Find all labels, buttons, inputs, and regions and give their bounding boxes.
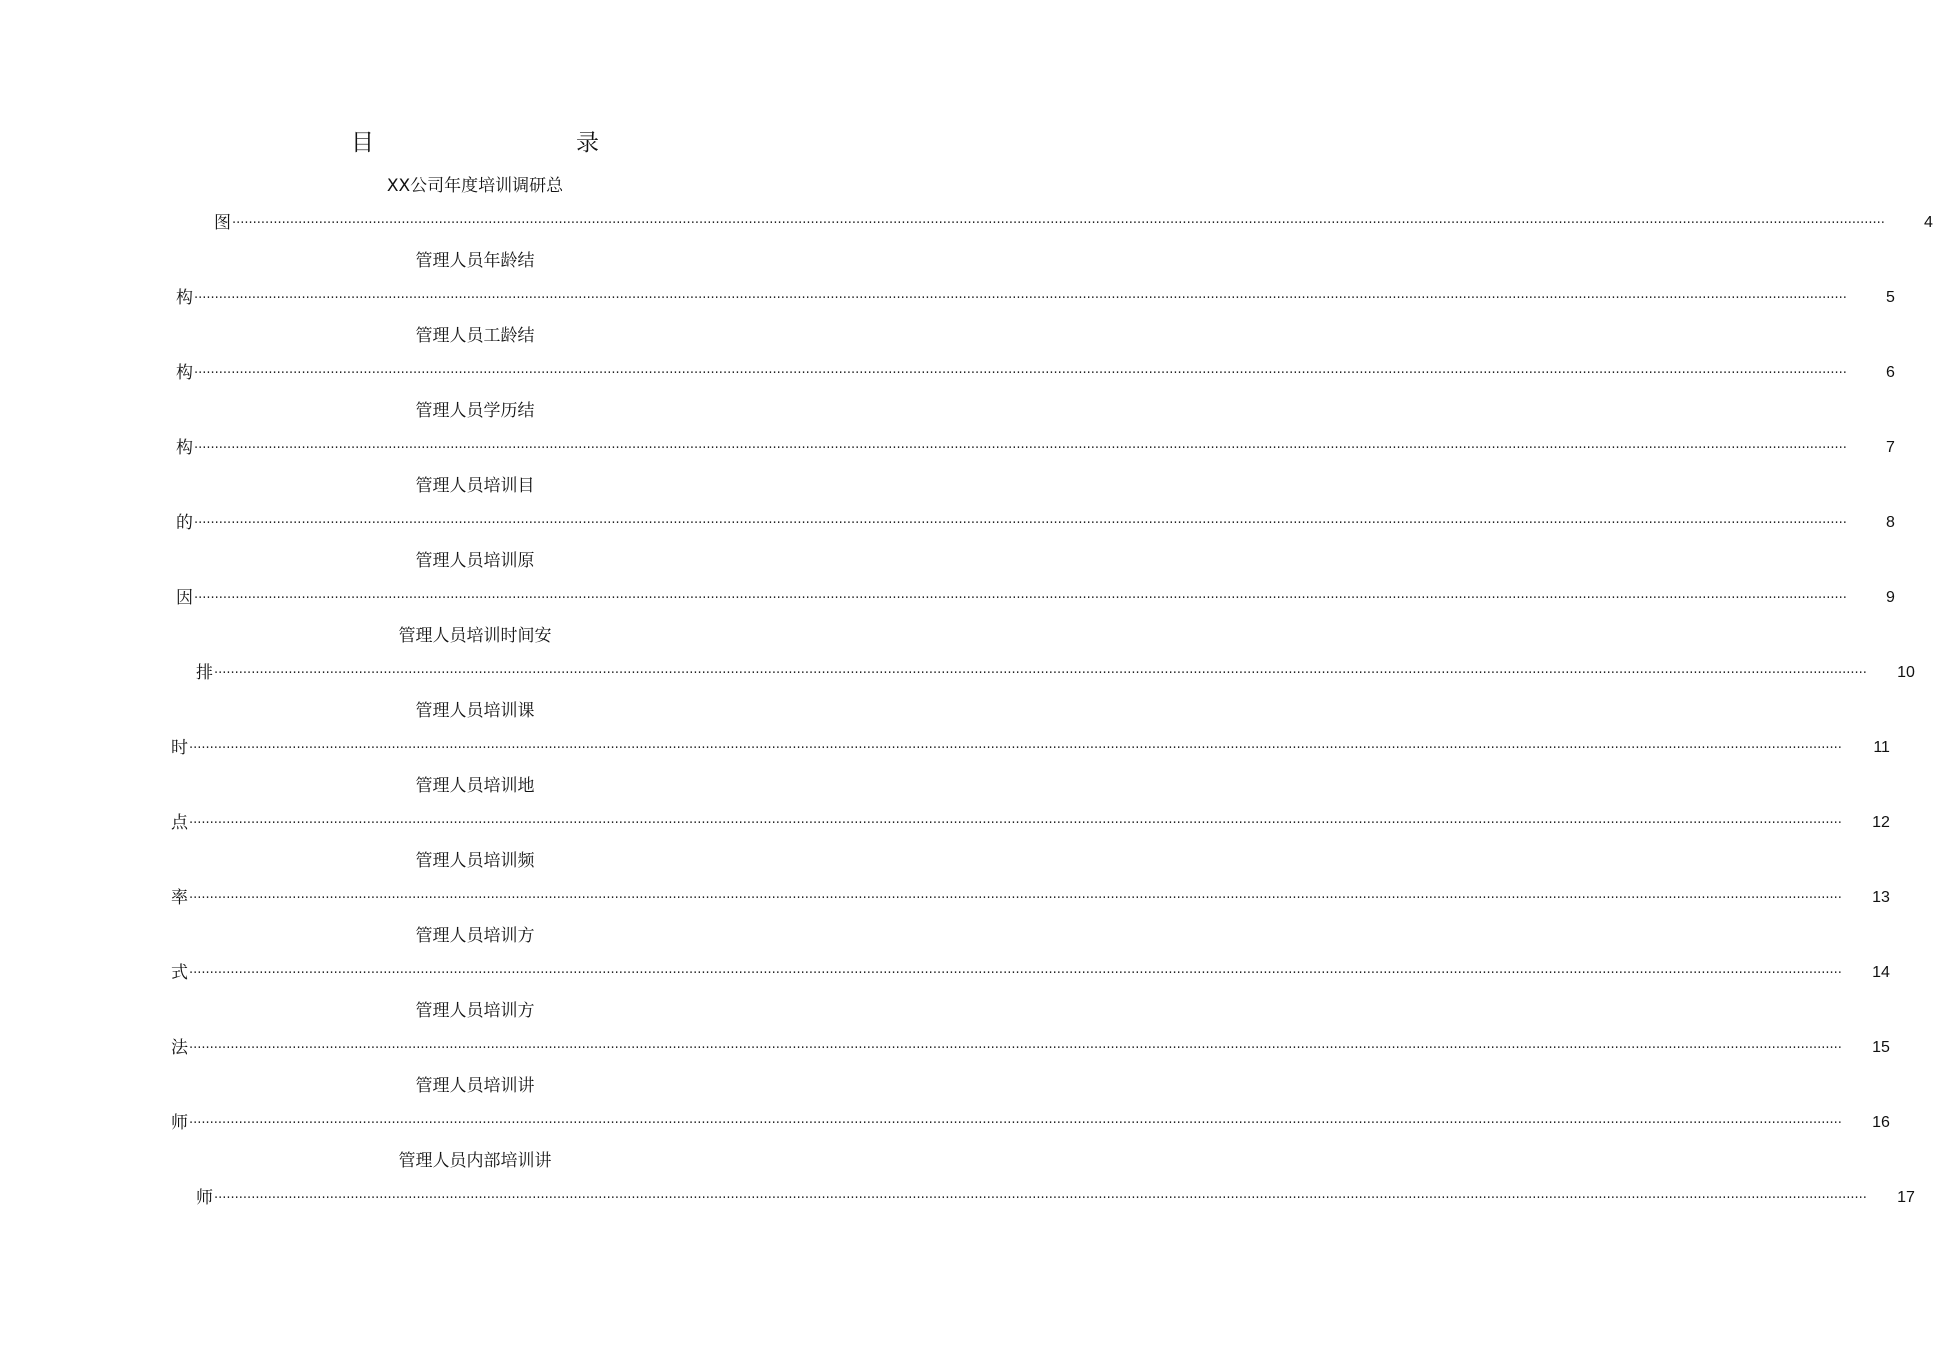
toc-entry-heading: 管理人员学历结 bbox=[415, 401, 535, 421]
toc-entry-tail-text: 排 bbox=[196, 663, 213, 683]
toc-entry-leader-row bbox=[176, 287, 1895, 309]
toc-entry[interactable] bbox=[0, 550, 1895, 625]
toc-entry-tail-text: 构 bbox=[176, 288, 193, 308]
toc-page-number: 7 bbox=[1886, 439, 1895, 456]
toc-entry[interactable] bbox=[0, 925, 1890, 1000]
toc-page-number: 10 bbox=[1897, 664, 1915, 681]
toc-entry-heading: 管理人员工龄结 bbox=[415, 326, 535, 346]
toc-page-number: 16 bbox=[1872, 1114, 1890, 1131]
toc-entry-leader-row bbox=[176, 512, 1895, 534]
dot-leader: ················································································································································································································································································································································································································ bbox=[214, 1191, 1867, 1206]
toc-entry-tail-text: 师 bbox=[171, 1113, 188, 1133]
toc-page-number: 15 bbox=[1872, 1039, 1890, 1056]
toc-entry[interactable] bbox=[0, 250, 1895, 325]
dot-leader: ················································································································································································································································································································································································································ bbox=[189, 1116, 1842, 1131]
dot-leader: ················································································································································································································································································································································································································ bbox=[189, 966, 1842, 981]
toc-entry-leader-row bbox=[171, 1037, 1890, 1059]
toc-entry-tail-text: 构 bbox=[176, 363, 193, 383]
dot-leader: ················································································································································································································································································································································································································ bbox=[194, 441, 1847, 456]
toc-entry-heading: 管理人员培训目 bbox=[415, 476, 535, 496]
toc-entry-leader-row bbox=[196, 1187, 1915, 1209]
toc-entry-tail-text: 图 bbox=[214, 213, 231, 233]
dot-leader: ················································································································································································································································································································································································································ bbox=[194, 516, 1847, 531]
dot-leader: ················································································································································································································································································································································································································ bbox=[189, 741, 1842, 756]
dot-leader: ················································································································································································································································································································································································································ bbox=[194, 291, 1847, 306]
toc-entry[interactable] bbox=[0, 700, 1890, 775]
toc-page-number: 8 bbox=[1886, 514, 1895, 531]
dot-leader: ················································································································································································································································································································································································································ bbox=[194, 591, 1847, 606]
toc-entry[interactable] bbox=[0, 625, 1915, 700]
toc-entry-leader-row bbox=[171, 737, 1890, 759]
toc-page-number: 14 bbox=[1872, 964, 1890, 981]
toc-entry-leader-row bbox=[196, 662, 1915, 684]
toc-entry-heading: 管理人员培训地 bbox=[415, 776, 535, 796]
toc-page-number: 9 bbox=[1886, 589, 1895, 606]
dot-leader: ················································································································································································································································································································································································································ bbox=[189, 891, 1842, 906]
toc-page-number: 11 bbox=[1873, 739, 1890, 756]
toc-entry-heading: 管理人员内部培训讲 bbox=[398, 1151, 552, 1171]
dot-leader: ················································································································································································································································································································································································································ bbox=[194, 366, 1847, 381]
toc-entry-heading: 管理人员培训方 bbox=[415, 926, 535, 946]
page-title: 目 录 bbox=[351, 130, 651, 156]
toc-entry-heading: 管理人员培训方 bbox=[415, 1001, 535, 1021]
dot-leader: ················································································································································································································································································································································································································ bbox=[189, 816, 1842, 831]
toc-entry-heading: XX公司年度培训调研总 bbox=[386, 176, 564, 196]
toc-entry-heading: 管理人员培训讲 bbox=[415, 1076, 535, 1096]
toc-entry[interactable] bbox=[0, 1075, 1890, 1150]
toc-entry-leader-row bbox=[171, 887, 1890, 909]
toc-entry[interactable] bbox=[0, 1000, 1890, 1075]
toc-entry-leader-row bbox=[176, 362, 1895, 384]
toc-page-number: 5 bbox=[1886, 289, 1895, 306]
toc-entry-leader-row bbox=[176, 587, 1895, 609]
toc-entry-heading: 管理人员培训课 bbox=[415, 701, 535, 721]
toc-entry-tail-text: 时 bbox=[171, 738, 188, 758]
toc-entry-tail-text: 构 bbox=[176, 438, 193, 458]
toc-entry-heading: 管理人员年龄结 bbox=[415, 251, 535, 271]
toc-entry[interactable] bbox=[0, 850, 1890, 925]
toc-entry-leader-row bbox=[176, 437, 1895, 459]
toc-entry-tail-text: 的 bbox=[176, 513, 193, 533]
toc-page-number: 6 bbox=[1886, 364, 1895, 381]
toc-entry[interactable] bbox=[0, 775, 1890, 850]
toc-page-number: 17 bbox=[1897, 1189, 1915, 1206]
toc-entry-tail-text: 率 bbox=[171, 888, 188, 908]
toc-entry-tail-text: 式 bbox=[171, 963, 188, 983]
toc-entry-tail-text: 法 bbox=[171, 1038, 188, 1058]
toc-entry-heading: 管理人员培训频 bbox=[415, 851, 535, 871]
toc-entry-tail-text: 点 bbox=[171, 813, 188, 833]
toc-page-number: 12 bbox=[1872, 814, 1890, 831]
toc-entry[interactable] bbox=[0, 175, 1933, 250]
toc-entry[interactable] bbox=[0, 400, 1895, 475]
toc-entry-heading: 管理人员培训时间安 bbox=[398, 626, 552, 646]
toc-entry-tail-text: 因 bbox=[176, 588, 193, 608]
toc-entry-leader-row bbox=[171, 962, 1890, 984]
toc-entry[interactable] bbox=[0, 475, 1895, 550]
toc-entry-leader-row bbox=[214, 212, 1933, 234]
toc-entry-tail-text: 师 bbox=[196, 1188, 213, 1208]
dot-leader: ················································································································································································································································································································································································································ bbox=[189, 1041, 1842, 1056]
dot-leader: ················································································································································································································································································································································································································ bbox=[214, 666, 1867, 681]
toc-entry-leader-row bbox=[171, 1112, 1890, 1134]
toc-entry-leader-row bbox=[171, 812, 1890, 834]
toc-page-number: 4 bbox=[1924, 214, 1933, 231]
toc-entry[interactable] bbox=[0, 325, 1895, 400]
toc-entry-heading: 管理人员培训原 bbox=[415, 551, 535, 571]
toc-page-number: 13 bbox=[1872, 889, 1890, 906]
dot-leader: ················································································································································································································································································································································································································ bbox=[232, 216, 1885, 231]
toc-entry[interactable] bbox=[0, 1150, 1915, 1225]
